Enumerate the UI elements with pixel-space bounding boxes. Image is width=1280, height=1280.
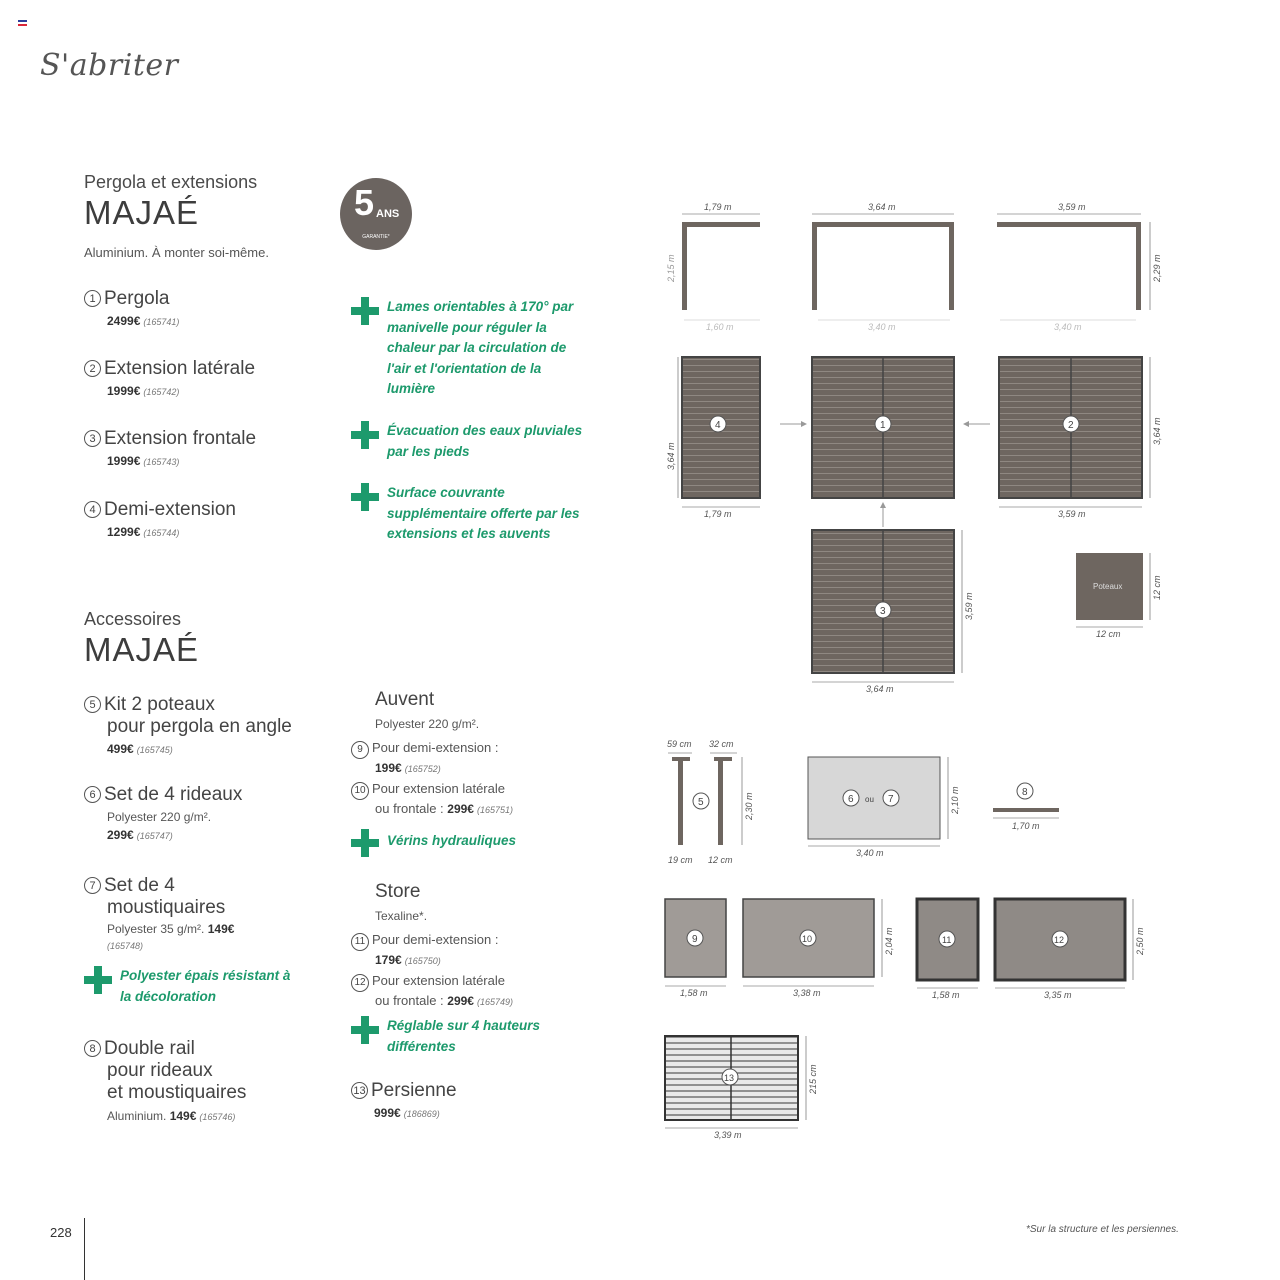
option-label: Pour extension latérale — [372, 973, 505, 988]
product-price: 1299€ — [107, 525, 141, 539]
dim-label: 2,30 m — [744, 792, 754, 820]
number-badge: 13 — [351, 1082, 368, 1099]
option-price: 199€ — [375, 761, 402, 775]
number-badge: 8 — [84, 1040, 101, 1057]
elevation-demi-extension — [666, 202, 760, 332]
dim-label: 3,59 m — [1058, 509, 1086, 519]
dim-label: 3,38 m — [793, 988, 821, 998]
product-name: Extension latérale — [104, 358, 256, 379]
product-price: 299€ — [107, 828, 134, 842]
dim-label: 1,70 m — [1012, 821, 1040, 831]
number-badge: 6 — [84, 786, 101, 803]
section-title: S'abriter — [40, 48, 179, 83]
product-name: Pergola — [104, 288, 170, 309]
svg-text:1: 1 — [880, 420, 886, 431]
product-ref: (165748) — [107, 941, 144, 951]
dim-label: 2,10 m — [950, 786, 960, 814]
topview-extension-laterale — [999, 357, 1162, 519]
svg-text:13: 13 — [724, 1073, 735, 1083]
feature-text: Lames orientables à 170° par manivelle pour réguler la chaleur par la circulation de l'air et l'orientation de la lumière — [387, 299, 574, 396]
dim-label: 1,60 m — [706, 322, 734, 332]
product-name: Kit 2 poteaux — [104, 694, 215, 715]
option-ref: (165750) — [404, 956, 441, 966]
dim-label: 2,15 m — [666, 254, 676, 282]
accessories-title: MAJAÉ — [84, 631, 200, 668]
product-name: Demi-extension — [104, 499, 236, 520]
option-ref: (165749) — [476, 997, 514, 1007]
product-name-line2: pour pergola en angle — [107, 716, 292, 737]
number-badge: 2 — [84, 360, 101, 377]
product-name: Set de 4 rideaux — [104, 784, 243, 805]
pergola-description: Aluminium. À monter soi-même. — [84, 245, 269, 260]
dim-label: 1,79 m — [704, 202, 732, 212]
svg-text:10: 10 — [802, 934, 813, 944]
product-name-line3: et moustiquaires — [107, 1082, 247, 1103]
product-name: Double rail — [104, 1038, 195, 1059]
dim-label: 1,79 m — [704, 509, 732, 519]
dim-label: 2,29 m — [1152, 254, 1162, 282]
dim-label: 3,39 m — [714, 1130, 742, 1140]
option-label: Pour extension latérale — [372, 781, 505, 796]
persienne-drawing — [665, 1036, 818, 1140]
product-name-line2: pour rideaux — [107, 1060, 213, 1081]
dim-label: 12 cm — [708, 855, 733, 865]
number-badge: 1 — [84, 290, 101, 307]
number-badge: 10 — [351, 782, 369, 800]
page-number: 228 — [50, 1225, 72, 1240]
dim-label: 59 cm — [667, 739, 692, 749]
number-badge: 5 — [84, 696, 101, 713]
number-badge: 12 — [351, 974, 369, 992]
product-ref: (165742) — [143, 387, 180, 397]
store-material: Texaline*. — [375, 909, 428, 923]
dim-label: 12 cm — [1096, 629, 1121, 639]
svg-text:7: 7 — [888, 794, 894, 805]
dim-label: 1,58 m — [932, 990, 960, 1000]
dim-label: 2,04 m — [884, 927, 894, 955]
auvent-material: Polyester 220 g/m². — [375, 717, 480, 731]
product-material: Polyester 35 g/m². — [107, 922, 205, 936]
rideaux-drawing — [808, 757, 960, 858]
dim-label: 3,40 m — [868, 322, 896, 332]
pergola-title: MAJAÉ — [84, 194, 200, 231]
auvent-title: Auvent — [375, 689, 435, 710]
product-name-line2: moustiquaires — [107, 897, 226, 918]
dim-label: 32 cm — [709, 739, 734, 749]
feature-text: Vérins hydrauliques — [387, 833, 517, 848]
number-badge: 3 — [84, 430, 101, 447]
dim-label: 3,59 m — [1058, 202, 1086, 212]
dim-label: 12 cm — [1152, 575, 1162, 600]
option-label-2: ou frontale : — [375, 801, 444, 816]
product-ref: (165741) — [143, 317, 180, 327]
option-price: 179€ — [375, 953, 402, 967]
warranty-unit: ANS — [376, 208, 400, 220]
product-price: 1999€ — [107, 454, 141, 468]
kit-poteaux-drawing — [667, 739, 754, 865]
dim-label: 3,64 m — [1152, 417, 1162, 445]
option-label-2: ou frontale : — [375, 993, 444, 1008]
store-11-drawing — [917, 899, 978, 1000]
ou-label: ou — [865, 795, 874, 804]
dim-label: 3,64 m — [666, 442, 676, 470]
svg-text:12: 12 — [1054, 935, 1065, 945]
auvent-10-drawing — [743, 899, 894, 998]
svg-text:4: 4 — [715, 420, 721, 431]
footnote: *Sur la structure et les persiennes. — [1026, 1224, 1179, 1235]
option-label: Pour demi-extension : — [372, 740, 499, 755]
topview-extension-frontale — [812, 530, 974, 694]
product-name: Set de 4 — [104, 875, 175, 896]
product-material: Aluminium. — [107, 1109, 167, 1123]
dim-label: 3,40 m — [1054, 322, 1082, 332]
warranty-label: GARANTIE* — [362, 234, 390, 240]
dim-label: 2,50 m — [1135, 927, 1145, 955]
option-ref: (165751) — [476, 805, 514, 815]
svg-text:3: 3 — [880, 606, 886, 617]
feature-text: Polyester épais résistant à la décoloration — [120, 968, 291, 1004]
svg-text:11: 11 — [942, 935, 952, 945]
svg-text:6: 6 — [848, 794, 854, 805]
double-rail-drawing — [993, 783, 1059, 831]
pergola-subtitle: Pergola et extensions — [84, 172, 258, 192]
product-ref: (165747) — [136, 831, 173, 841]
topview-pergola — [812, 357, 954, 498]
product-price: 1999€ — [107, 384, 141, 398]
number-badge: 7 — [84, 877, 101, 894]
product-ref: (165745) — [136, 745, 173, 755]
product-ref: (165744) — [143, 528, 180, 538]
accessories-subtitle: Accessoires — [84, 609, 182, 629]
option-price: 299€ — [447, 802, 474, 816]
elevation-extension — [997, 202, 1162, 332]
product-name: Extension frontale — [104, 428, 257, 449]
dim-label: 19 cm — [668, 855, 693, 865]
feature-text: Réglable sur 4 hauteurs différentes — [387, 1018, 541, 1054]
product-price: 999€ — [374, 1106, 401, 1120]
number-badge: 11 — [351, 933, 369, 951]
footer-divider — [84, 1218, 85, 1280]
poteaux-label: Poteaux — [1093, 582, 1123, 591]
product-material: Polyester 220 g/m². — [107, 810, 212, 824]
svg-text:2: 2 — [1068, 420, 1074, 431]
option-ref: (165752) — [404, 764, 441, 774]
number-badge: 4 — [84, 501, 101, 518]
dim-label: 3,40 m — [856, 848, 884, 858]
number-badge: 9 — [351, 741, 369, 759]
store-title: Store — [375, 881, 421, 902]
warranty-years: 5 — [354, 182, 375, 223]
topview-demi-extension — [666, 357, 760, 519]
option-price: 299€ — [447, 994, 474, 1008]
dim-label: 215 cm — [808, 1064, 818, 1094]
product-price: 2499€ — [107, 314, 141, 328]
auvent-9-drawing — [665, 899, 726, 998]
dim-label: 3,35 m — [1044, 990, 1072, 1000]
dim-label: 3,59 m — [964, 592, 974, 620]
poteaux-section — [1076, 553, 1162, 639]
product-name: Persienne — [371, 1080, 457, 1101]
store-12-drawing — [995, 899, 1145, 1000]
product-price: 149€ — [169, 1109, 197, 1123]
feature-text: Surface couvrante supplémentaire offerte par les extensions et les auvents — [387, 485, 580, 541]
svg-text:8: 8 — [1022, 787, 1028, 798]
dim-label: 3,64 m — [866, 684, 894, 694]
elevation-pergola — [812, 202, 954, 332]
svg-text:9: 9 — [692, 934, 698, 945]
product-ref: (165743) — [143, 457, 180, 467]
product-ref: (165746) — [199, 1112, 236, 1122]
svg-text:5: 5 — [698, 797, 704, 808]
dim-label: 3,64 m — [868, 202, 896, 212]
dim-label: 1,58 m — [680, 988, 708, 998]
product-ref: (186869) — [403, 1109, 440, 1119]
feature-text: Évacuation des eaux pluviales par les pieds — [387, 423, 583, 459]
product-price: 499€ — [107, 742, 134, 756]
option-label: Pour demi-extension : — [372, 932, 499, 947]
product-price: 149€ — [207, 922, 235, 936]
